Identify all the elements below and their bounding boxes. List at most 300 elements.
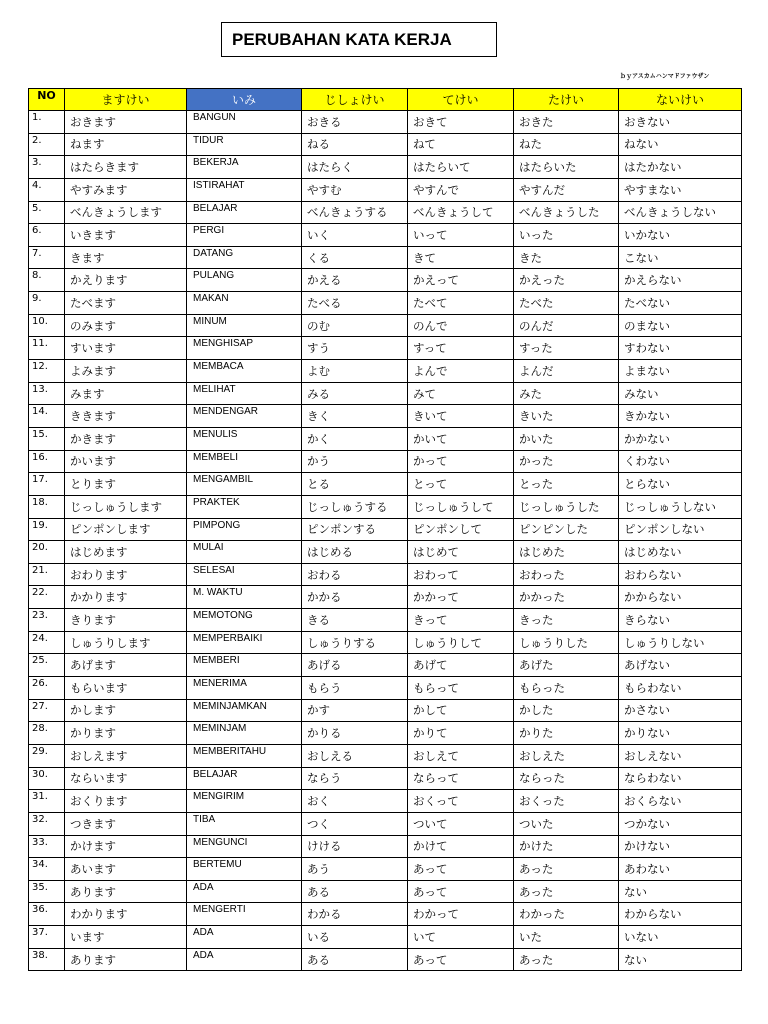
masu-form-cell: あります [65,948,187,971]
masu-form-cell: かかります [65,586,187,609]
masu-form-cell: います [65,926,187,949]
ta-form-cell: たべた [514,292,619,315]
dictionary-form-cell: あげる [302,654,408,677]
nai-form-cell: やすまない [619,178,742,201]
te-form-cell: かいて [408,427,514,450]
nai-form-cell: あげない [619,654,742,677]
table-row [29,699,742,722]
ta-form-cell: かいた [514,427,619,450]
te-form-cell: かって [408,450,514,473]
ta-form-cell: きいた [514,405,619,428]
dictionary-form-cell: ねる [302,133,408,156]
masu-form-cell: じっしゅうします [65,495,187,518]
dictionary-form-cell: おく [302,790,408,813]
nai-form-cell: おしえない [619,744,742,767]
header-row [29,89,742,111]
dictionary-form-cell: かりる [302,722,408,745]
ta-form-cell: かした [514,699,619,722]
ta-form-cell: はたらいた [514,156,619,179]
dictionary-form-cell: ピンポンする [302,518,408,541]
nai-form-cell: みない [619,382,742,405]
dictionary-form-cell: くる [302,246,408,269]
row-number-cell: 12. [29,360,65,383]
te-form-cell: しゅうりして [408,631,514,654]
row-number-cell: 16. [29,450,65,473]
masu-form-cell: かえります [65,269,187,292]
dictionary-form-cell: つく [302,812,408,835]
header-jisho: じしょけい [302,89,408,111]
meaning-cell: PIMPONG [187,518,302,541]
masu-form-cell: かいます [65,450,187,473]
table-row [29,156,742,179]
row-number-cell: 34. [29,858,65,881]
table-row [29,563,742,586]
meaning-cell: DATANG [187,246,302,269]
meaning-cell: MENULIS [187,427,302,450]
meaning-cell: M. WAKTU [187,586,302,609]
table-row [29,744,742,767]
table-row [29,880,742,903]
table-row [29,631,742,654]
ta-form-cell: べんきょうした [514,201,619,224]
table-row [29,677,742,700]
meaning-cell: MEMBACA [187,360,302,383]
te-form-cell: きて [408,246,514,269]
te-form-cell: おくって [408,790,514,813]
row-number-cell: 11. [29,337,65,360]
dictionary-form-cell: おわる [302,563,408,586]
te-form-cell: かして [408,699,514,722]
row-number-cell: 19. [29,518,65,541]
ta-form-cell: かりた [514,722,619,745]
nai-form-cell: よまない [619,360,742,383]
meaning-cell: BERTEMU [187,858,302,881]
masu-form-cell: よみます [65,360,187,383]
row-number-cell: 28. [29,722,65,745]
ta-form-cell: ならった [514,767,619,790]
row-number-cell: 37. [29,926,65,949]
meaning-cell: ADA [187,880,302,903]
dictionary-form-cell: はじめる [302,541,408,564]
row-number-cell: 38. [29,948,65,971]
ta-form-cell: きった [514,609,619,632]
ta-form-cell: みた [514,382,619,405]
meaning-cell: MEMINJAM [187,722,302,745]
nai-form-cell: ない [619,880,742,903]
nai-form-cell: きらない [619,609,742,632]
meaning-cell: MINUM [187,314,302,337]
masu-form-cell: もらいます [65,677,187,700]
masu-form-cell: ねます [65,133,187,156]
masu-form-cell: みます [65,382,187,405]
ta-form-cell: あげた [514,654,619,677]
row-number-cell: 9. [29,292,65,315]
masu-form-cell: すいます [65,337,187,360]
table-row [29,926,742,949]
nai-form-cell: もらわない [619,677,742,700]
table-row [29,292,742,315]
te-form-cell: かりて [408,722,514,745]
header-masu: ますけい [65,89,187,111]
meaning-cell: BELAJAR [187,767,302,790]
table-row [29,495,742,518]
nai-form-cell: いない [619,926,742,949]
row-number-cell: 3. [29,156,65,179]
meaning-cell: MENGIRIM [187,790,302,813]
nai-form-cell: おわらない [619,563,742,586]
dictionary-form-cell: おきる [302,111,408,134]
row-number-cell: 8. [29,269,65,292]
masu-form-cell: わかります [65,903,187,926]
masu-form-cell: おくります [65,790,187,813]
nai-form-cell: かりない [619,722,742,745]
ta-form-cell: あった [514,858,619,881]
table-row [29,201,742,224]
meaning-cell: MULAI [187,541,302,564]
ta-form-cell: じっしゅうした [514,495,619,518]
table-row [29,858,742,881]
dictionary-form-cell: けける [302,835,408,858]
meaning-cell: BELAJAR [187,201,302,224]
row-number-cell: 32. [29,812,65,835]
table-row [29,767,742,790]
masu-form-cell: ピンポンします [65,518,187,541]
dictionary-form-cell: わかる [302,903,408,926]
te-form-cell: みて [408,382,514,405]
masu-form-cell: きます [65,246,187,269]
nai-form-cell: はたかない [619,156,742,179]
ta-form-cell: かかった [514,586,619,609]
table-row [29,111,742,134]
masu-form-cell: おきます [65,111,187,134]
dictionary-form-cell: きる [302,609,408,632]
header-ta: たけい [514,89,619,111]
masu-form-cell: あります [65,880,187,903]
ta-form-cell: ピンピンした [514,518,619,541]
table-row [29,405,742,428]
meaning-cell: MENERIMA [187,677,302,700]
row-number-cell: 1. [29,111,65,134]
te-form-cell: たべて [408,292,514,315]
table-row [29,948,742,971]
meaning-cell: ADA [187,926,302,949]
dictionary-form-cell: すう [302,337,408,360]
dictionary-form-cell: かす [302,699,408,722]
dictionary-form-cell: しゅうりする [302,631,408,654]
table-row [29,246,742,269]
te-form-cell: ピンポンして [408,518,514,541]
masu-form-cell: ききます [65,405,187,428]
row-number-cell: 31. [29,790,65,813]
te-form-cell: おわって [408,563,514,586]
row-number-cell: 17. [29,473,65,496]
row-number-cell: 21. [29,563,65,586]
table-row [29,903,742,926]
ta-form-cell: きた [514,246,619,269]
row-number-cell: 30. [29,767,65,790]
ta-form-cell: おきた [514,111,619,134]
row-number-cell: 23. [29,609,65,632]
row-number-cell: 18. [29,495,65,518]
meaning-cell: BEKERJA [187,156,302,179]
te-form-cell: よんで [408,360,514,383]
te-form-cell: きって [408,609,514,632]
table-row [29,450,742,473]
te-form-cell: いって [408,224,514,247]
nai-form-cell: じっしゅうしない [619,495,742,518]
masu-form-cell: べんきょうします [65,201,187,224]
te-form-cell: あって [408,858,514,881]
masu-form-cell: たべます [65,292,187,315]
meaning-cell: TIDUR [187,133,302,156]
masu-form-cell: おわります [65,563,187,586]
ta-form-cell: ついた [514,812,619,835]
masu-form-cell: しゅうりします [65,631,187,654]
ta-form-cell: はじめた [514,541,619,564]
table-row [29,586,742,609]
row-number-cell: 2. [29,133,65,156]
header-te: てけい [408,89,514,111]
dictionary-form-cell: いく [302,224,408,247]
table-row [29,269,742,292]
te-form-cell: きいて [408,405,514,428]
dictionary-form-cell: とる [302,473,408,496]
meaning-cell: BANGUN [187,111,302,134]
nai-form-cell: ねない [619,133,742,156]
nai-form-cell: つかない [619,812,742,835]
nai-form-cell: きかない [619,405,742,428]
ta-form-cell: いった [514,224,619,247]
meaning-cell: ISTIRAHAT [187,178,302,201]
meaning-cell: SELESAI [187,563,302,586]
te-form-cell: おしえて [408,744,514,767]
dictionary-form-cell: かえる [302,269,408,292]
meaning-cell: MEMBERI [187,654,302,677]
table-row [29,518,742,541]
nai-form-cell: とらない [619,473,742,496]
nai-form-cell: あわない [619,858,742,881]
dictionary-form-cell: いる [302,926,408,949]
te-form-cell: のんで [408,314,514,337]
ta-form-cell: おしえた [514,744,619,767]
ta-form-cell: のんだ [514,314,619,337]
ta-form-cell: しゅうりした [514,631,619,654]
row-number-cell: 13. [29,382,65,405]
table-row [29,133,742,156]
te-form-cell: かけて [408,835,514,858]
masu-form-cell: つきます [65,812,187,835]
te-form-cell: あって [408,948,514,971]
dictionary-form-cell: のむ [302,314,408,337]
nai-form-cell: ない [619,948,742,971]
nai-form-cell: たべない [619,292,742,315]
nai-form-cell: すわない [619,337,742,360]
te-form-cell: あって [408,880,514,903]
te-form-cell: はたらいて [408,156,514,179]
nai-form-cell: しゅうりしない [619,631,742,654]
table-row [29,722,742,745]
ta-form-cell: かけた [514,835,619,858]
masu-form-cell: いきます [65,224,187,247]
nai-form-cell: かからない [619,586,742,609]
dictionary-form-cell: よむ [302,360,408,383]
row-number-cell: 35. [29,880,65,903]
dictionary-form-cell: はたらく [302,156,408,179]
nai-form-cell: はじめない [619,541,742,564]
verb-conjugation-table [28,88,742,971]
table-row [29,427,742,450]
te-form-cell: わかって [408,903,514,926]
nai-form-cell: いかない [619,224,742,247]
dictionary-form-cell: おしえる [302,744,408,767]
table-row [29,224,742,247]
meaning-cell: MENDENGAR [187,405,302,428]
dictionary-form-cell: かう [302,450,408,473]
table-row [29,360,742,383]
te-form-cell: すって [408,337,514,360]
ta-form-cell: わかった [514,903,619,926]
masu-form-cell: やすみます [65,178,187,201]
row-number-cell: 29. [29,744,65,767]
row-number-cell: 20. [29,541,65,564]
ta-form-cell: いた [514,926,619,949]
dictionary-form-cell: みる [302,382,408,405]
ta-form-cell: かった [514,450,619,473]
nai-form-cell: かさない [619,699,742,722]
dictionary-form-cell: きく [302,405,408,428]
row-number-cell: 15. [29,427,65,450]
meaning-cell: PRAKTEK [187,495,302,518]
dictionary-form-cell: べんきょうする [302,201,408,224]
table-row [29,382,742,405]
masu-form-cell: かきます [65,427,187,450]
ta-form-cell: かえった [514,269,619,292]
row-number-cell: 5. [29,201,65,224]
nai-form-cell: かえらない [619,269,742,292]
meaning-cell: MEMPERBAIKI [187,631,302,654]
dictionary-form-cell: じっしゅうする [302,495,408,518]
te-form-cell: とって [408,473,514,496]
table-row [29,541,742,564]
te-form-cell: あげて [408,654,514,677]
te-form-cell: いて [408,926,514,949]
nai-form-cell: おくらない [619,790,742,813]
page-title: PERUBAHAN KATA KERJA [221,22,497,57]
te-form-cell: かかって [408,586,514,609]
nai-form-cell: おきない [619,111,742,134]
te-form-cell: ついて [408,812,514,835]
ta-form-cell: すった [514,337,619,360]
table-row [29,790,742,813]
te-form-cell: べんきょうして [408,201,514,224]
masu-form-cell: のみます [65,314,187,337]
table-row [29,654,742,677]
dictionary-form-cell: もらう [302,677,408,700]
meaning-cell: MENGERTI [187,903,302,926]
meaning-cell: MENGAMBIL [187,473,302,496]
te-form-cell: もらって [408,677,514,700]
author-byline: ｂｙアスカムハンマドファウザン [620,73,710,80]
meaning-cell: MELIHAT [187,382,302,405]
row-number-cell: 10. [29,314,65,337]
header-nai: ないけい [619,89,742,111]
table-row [29,473,742,496]
masu-form-cell: あげます [65,654,187,677]
meaning-cell: MAKAN [187,292,302,315]
masu-form-cell: とります [65,473,187,496]
dictionary-form-cell: たべる [302,292,408,315]
meaning-cell: PULANG [187,269,302,292]
header-imi: いみ [187,89,302,111]
meaning-cell: MEMBERITAHU [187,744,302,767]
meaning-cell: MENGUNCI [187,835,302,858]
row-number-cell: 7. [29,246,65,269]
row-number-cell: 4. [29,178,65,201]
masu-form-cell: おしえます [65,744,187,767]
meaning-cell: MEMBELI [187,450,302,473]
meaning-cell: MENGHISAP [187,337,302,360]
te-form-cell: じっしゅうして [408,495,514,518]
masu-form-cell: かります [65,722,187,745]
table-row [29,835,742,858]
meaning-cell: ADA [187,948,302,971]
dictionary-form-cell: ある [302,880,408,903]
meaning-cell: TIBA [187,812,302,835]
meaning-cell: MEMOTONG [187,609,302,632]
table-row [29,812,742,835]
dictionary-form-cell: かく [302,427,408,450]
row-number-cell: 36. [29,903,65,926]
table-body [29,111,742,971]
masu-form-cell: かします [65,699,187,722]
dictionary-form-cell: ならう [302,767,408,790]
dictionary-form-cell: やすむ [302,178,408,201]
ta-form-cell: とった [514,473,619,496]
te-form-cell: ねて [408,133,514,156]
ta-form-cell: もらった [514,677,619,700]
dictionary-form-cell: あう [302,858,408,881]
table-row [29,178,742,201]
row-number-cell: 24. [29,631,65,654]
table-row [29,314,742,337]
nai-form-cell: こない [619,246,742,269]
ta-form-cell: よんだ [514,360,619,383]
nai-form-cell: くわない [619,450,742,473]
row-number-cell: 6. [29,224,65,247]
row-number-cell: 22. [29,586,65,609]
masu-form-cell: ならいます [65,767,187,790]
dictionary-form-cell: かかる [302,586,408,609]
masu-form-cell: きります [65,609,187,632]
ta-form-cell: やすんだ [514,178,619,201]
meaning-cell: PERGI [187,224,302,247]
masu-form-cell: はたらきます [65,156,187,179]
meaning-cell: MEMINJAMKAN [187,699,302,722]
nai-form-cell: かかない [619,427,742,450]
ta-form-cell: あった [514,948,619,971]
row-number-cell: 27. [29,699,65,722]
header-no: NO [29,89,65,111]
te-form-cell: やすんで [408,178,514,201]
masu-form-cell: あいます [65,858,187,881]
nai-form-cell: かけない [619,835,742,858]
table-row [29,337,742,360]
row-number-cell: 26. [29,677,65,700]
dictionary-form-cell: ある [302,948,408,971]
row-number-cell: 25. [29,654,65,677]
te-form-cell: ならって [408,767,514,790]
te-form-cell: おきて [408,111,514,134]
